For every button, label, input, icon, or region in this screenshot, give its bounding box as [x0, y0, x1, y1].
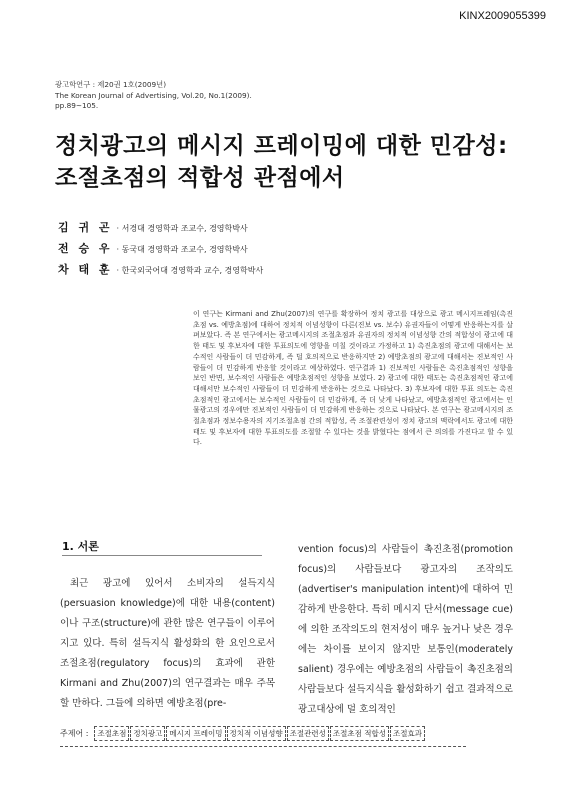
- body-paragraph: 최근 광고에 있어서 소비자의 설득지식(persuasion knowledge)에 대한 내용(content)이나 구조(structure)에 관한 많은 연구들이 이루어지고 있다. 특히 설득지식 활성화의 한 요인으로서 조절초점(regulatory focus)의 효과에 관한 Kirmani and Zhu(2007)의 연구결과는 매우 주목할 만하다. 그들에 의하면 예방초점(pre-: [60, 578, 275, 709]
- journal-line-english: The Korean Journal of Advertising, Vol.20, No.1(2009).: [55, 90, 252, 100]
- author-affiliation: · 한국외국어대 경영학과 교수, 경영학박사: [116, 266, 264, 275]
- body-column-left: [60, 540, 275, 714]
- author-affiliation: · 동국대 경영학과 조교수, 경영학박사: [116, 245, 248, 254]
- author-affiliation: · 서경대 경영학과 조교수, 경영학박사: [116, 224, 248, 233]
- body-paragraph: vention focus)의 사람들이 촉진초점(promotion focus)의 사람들보다 광고자의 조작의도(advertiser's manipulation intent)에 대하여 민감하게 반응한다. 특히 메시지 단서(message cue)에 의한 조작의도의 현저성이 매우 높거나 낮은 경우에는 차이를 보이지 않지만 보통인(moderately salient) 경우에는 예방초점의 사람들이 촉진초점의 사람들보다 설득지식을 활성화하기 쉽고 결과적으로 광고대상에 덜 호의적인: [298, 544, 513, 715]
- author-name: 전 승 우: [58, 242, 113, 255]
- keywords-label: 주제어 :: [60, 729, 89, 738]
- keywords-divider: [60, 746, 466, 747]
- author-item: [58, 218, 478, 239]
- keyword-item: 조절초점 적합성: [330, 726, 389, 741]
- keyword-item: 메시지 프레이밍: [166, 726, 225, 741]
- paper-title-line-2: 조절초점의 적합성 관점에서: [55, 165, 345, 191]
- journal-line-korean: 광고학연구 : 제20권 1호(2009년): [55, 80, 167, 89]
- keyword-item: 정치광고: [130, 726, 165, 741]
- section-heading: 1. 서론: [62, 540, 99, 553]
- author-item: [58, 260, 478, 281]
- keyword-item: 정치적 이념성향: [227, 726, 286, 741]
- paper-title: [55, 130, 508, 194]
- document-id: KINX2009055399: [459, 10, 546, 22]
- author-list: [58, 218, 478, 281]
- body-column-right: [298, 540, 513, 720]
- abstract-text: 이 연구는 Kirmani and Zhu(2007)의 연구를 확장하여 정치 광고를 대상으로 광고 메시지프레임(촉진초점 vs. 예방초점)에 대하여 정치적 이념성향이 다른(진보 vs. 보수) 유권자들이 어떻게 반응하는지를 살펴보았다. 즉 본 연구에서는 광고메시지의 조절초점과 유권자의 정치적 이념성향 간의 적합성이 광고에 대한 태도 및 후보자에 대한 투표의도에 영향을 미칠 것이라고 가정하고 1) 촉진초점의 광고에 대해서는 보수적인 사람들이 더 민감하게, 즉 덜 호의적으로 반응하지만 2) 예방초점의 광고에 대해서는 진보적인 사람들이 더 민감하게 반응할 것이라고 예상하였다. 연구결과 1) 진보적인 사람들은 촉진초점적인 성향을 보인 반면, 보수적인 사람들은 예방초점적인 성향을 보였다. 2) 광고에 대한 태도는 촉진초점적인 광고에 대해서만 보수적인 사람들이 더 민감하게 반응하는 것으로 나타났다. 3) 후보자에 대한 투표 의도는 촉진초점적인 광고에서는 보수적인 사람들이 더 민감하게, 즉 더 낮게 나타났고, 예방초점적인 광고에서는 인물광고의 경우에만 진보적인 사람들이 더 민감하게 반응하는 것으로 나타났다. 본 연구는 광고메시지의 조절초점과 정보수용자의 지기조절초점 간의 적합성, 즉 조절관련성이 정치 광고의 맥락에서도 광고에 대한 태도 및 후보자에 대한 투표의도를 조절할 수 있다는 것을 밝혔다는 점에서 큰 의의를 가진다고 할 수 있다.: [193, 310, 513, 447]
- journal-pages: pp.89~105.: [55, 101, 99, 110]
- keyword-item: 조절효과: [390, 726, 425, 741]
- keyword-item: 조절초점: [94, 726, 129, 741]
- author-name: 차 태 훈: [58, 263, 113, 276]
- journal-info: [55, 80, 252, 112]
- paper-title-line-1: 정치광고의 메시지 프레이밍에 대한 민감성:: [55, 133, 508, 159]
- keyword-item: 조절관련성: [287, 726, 329, 741]
- author-name: 김 귀 곤: [58, 221, 113, 234]
- author-item: [58, 239, 478, 260]
- keywords-row: [60, 726, 426, 741]
